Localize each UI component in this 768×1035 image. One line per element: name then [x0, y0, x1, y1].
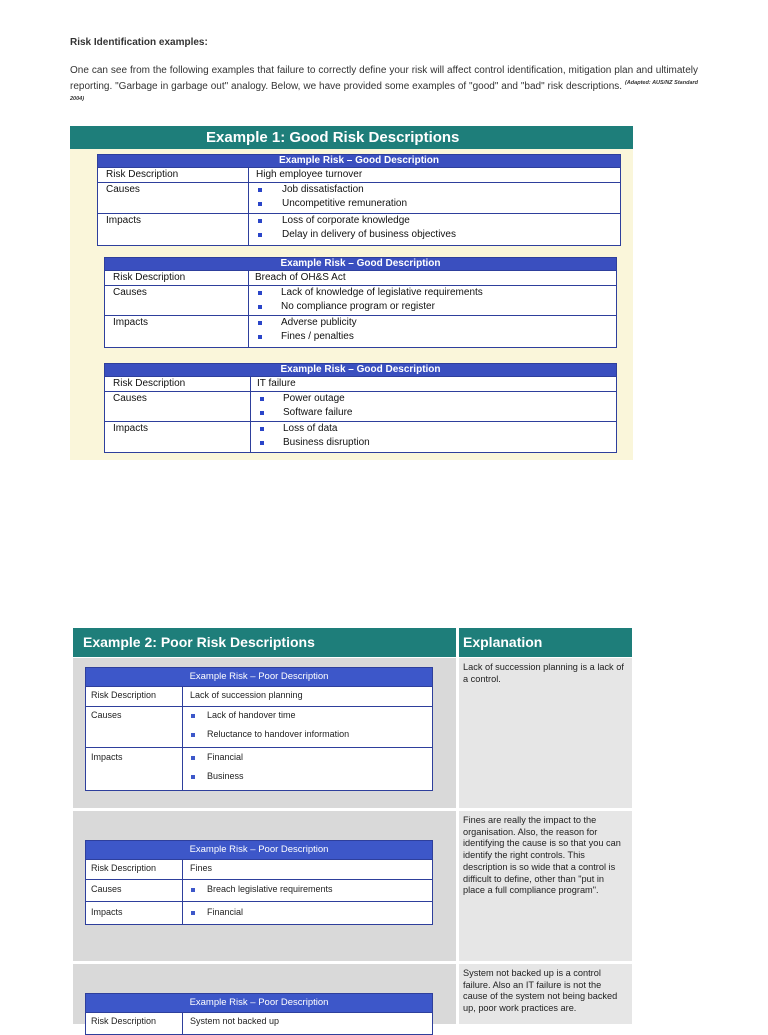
explanation-title: Explanation [459, 628, 632, 657]
risk-value: Breach of OH&S Act [255, 272, 346, 283]
cause-item: Power outage [283, 393, 345, 404]
cause-item: Uncompetitive remuneration [282, 198, 408, 209]
explanation-3: System not backed up is a control failure. Also an IT failure is not the cause of the system not being backed up, poor work practices are. [459, 964, 632, 1024]
causes-label: Causes [106, 184, 140, 195]
causes-label: Causes [113, 287, 147, 298]
bullet-icon [258, 321, 262, 325]
bullet-icon [191, 775, 195, 779]
risk-value: High employee turnover [256, 169, 363, 180]
table-header: Example Risk – Good Description [105, 258, 616, 270]
impact-item: Loss of corporate knowledge [282, 215, 410, 226]
poor-risk-table-1 [85, 667, 433, 791]
bullet-icon [260, 397, 264, 401]
explanation-1: Lack of succession planning is a lack of a control. [459, 658, 632, 808]
cause-item: No compliance program or register [281, 301, 435, 312]
bullet-icon [258, 233, 262, 237]
bullet-icon [258, 202, 262, 206]
impact-item: Adverse publicity [281, 317, 357, 328]
example1-panel [70, 126, 633, 460]
bullet-icon [258, 219, 262, 223]
risk-label: Risk Description [91, 863, 157, 873]
cause-item: Software failure [283, 407, 353, 418]
bullet-icon [191, 888, 195, 892]
intro-paragraph [70, 64, 698, 109]
cause-item: Job dissatisfaction [282, 184, 364, 195]
cause-item: Reluctance to handover information [207, 729, 350, 739]
risk-label: Risk Description [106, 169, 179, 180]
table-header: Example Risk – Poor Description [86, 994, 432, 1012]
good-risk-table-1 [97, 154, 621, 246]
impacts-label: Impacts [113, 423, 149, 434]
explanation-2: Fines are really the impact to the organisation. Also, the reason for identifying the cause is so that you can identify the right controls. This description is so wide that a control is difficult to define, other than "put in place a full compliance program". [459, 811, 632, 961]
bullet-icon [191, 756, 195, 760]
impacts-label: Impacts [91, 752, 123, 762]
intro-source: (Adapted: AUS/NZ Standard 2004) [70, 80, 699, 102]
impact-item: Financial [207, 752, 244, 762]
bullet-icon [258, 291, 262, 295]
page-heading: Risk Identification examples: [70, 37, 208, 48]
risk-value: System not backed up [190, 1016, 280, 1026]
cause-item: Lack of knowledge of legislative requirements [281, 287, 483, 298]
risk-label: Risk Description [91, 1016, 157, 1026]
good-risk-table-2 [104, 257, 617, 348]
impacts-label: Impacts [106, 215, 142, 226]
impact-item: Fines / penalties [281, 331, 354, 342]
causes-label: Causes [91, 884, 122, 894]
cause-item: Lack of handover time [207, 710, 296, 720]
cause-item: Breach legislative requirements [207, 884, 333, 894]
risk-value: Fines [190, 863, 213, 873]
impacts-label: Impacts [91, 907, 123, 917]
impact-item: Business disruption [283, 437, 370, 448]
bullet-icon [260, 427, 264, 431]
bullet-icon [258, 305, 262, 309]
causes-label: Causes [91, 710, 122, 720]
impact-item: Financial [207, 907, 244, 917]
example2-title: Example 2: Poor Risk Descriptions [73, 628, 456, 657]
impact-item: Loss of data [283, 423, 338, 434]
bullet-icon [258, 335, 262, 339]
example1-title: Example 1: Good Risk Descriptions [70, 126, 633, 149]
bullet-icon [260, 441, 264, 445]
bullet-icon [191, 911, 195, 915]
table-header: Example Risk – Good Description [98, 155, 620, 167]
table-header: Example Risk – Good Description [105, 364, 616, 376]
impacts-label: Impacts [113, 317, 149, 328]
impact-item: Delay in delivery of business objectives [282, 229, 456, 240]
bullet-icon [258, 188, 262, 192]
risk-value: IT failure [257, 378, 296, 389]
risk-label: Risk Description [91, 690, 157, 700]
table-header: Example Risk – Poor Description [86, 841, 432, 859]
bullet-icon [260, 411, 264, 415]
risk-label: Risk Description [113, 272, 186, 283]
bullet-icon [191, 733, 195, 737]
causes-label: Causes [113, 393, 147, 404]
good-risk-table-3 [104, 363, 617, 453]
bullet-icon [191, 714, 195, 718]
intro-text: One can see from the following examples that failure to correctly define your risk will affect control identification, mitigation plan and ultimately reporting. "Garbage in garbage out" analogy. Below, we have provided some examples of "good" and "bad" risk descriptions. [70, 65, 698, 92]
poor-risk-table-2 [85, 840, 433, 925]
risk-label: Risk Description [113, 378, 186, 389]
table-header: Example Risk – Poor Description [86, 668, 432, 686]
risk-value: Lack of succession planning [190, 690, 303, 700]
impact-item: Business [207, 771, 244, 781]
poor-risk-table-3 [85, 993, 433, 1035]
